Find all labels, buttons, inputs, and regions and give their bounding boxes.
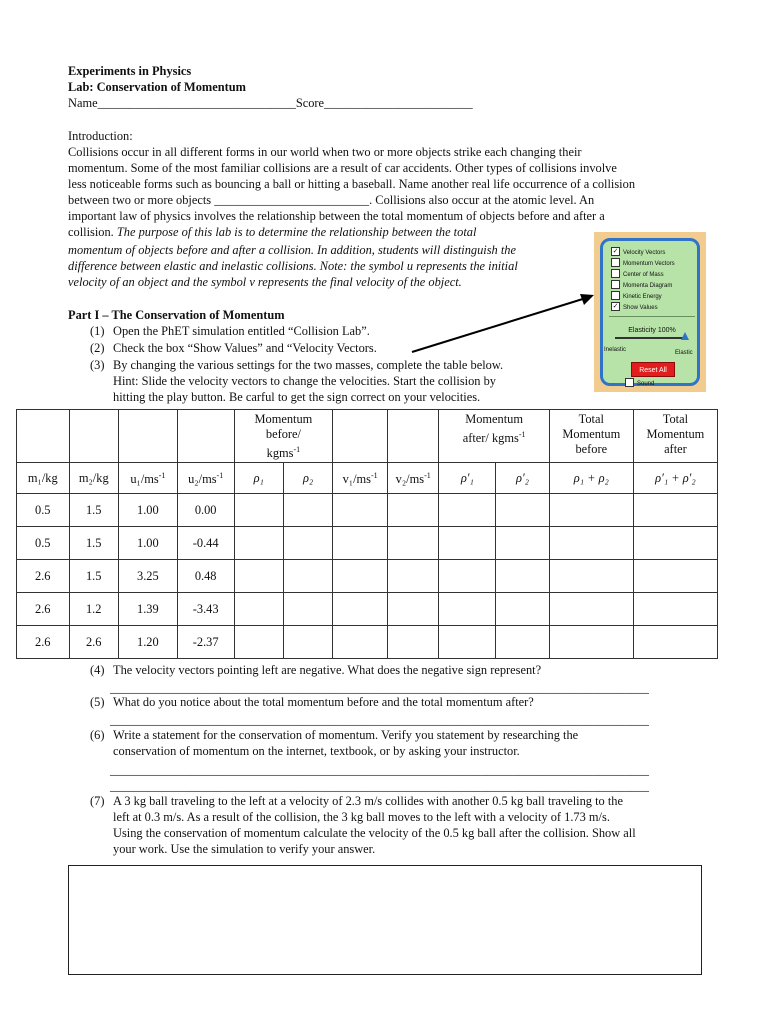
cell-empty[interactable] [387,527,438,560]
step-1-text: Open the PhET simulation entitled “Collision Lab”. [113,324,370,338]
panel-divider [609,316,695,317]
blank-header-cell [118,410,177,463]
option-sound: Sound [625,379,715,390]
total-momentum-after-header: Total Momentum after [633,410,717,463]
checkbox-checked-icon: ✓ [612,248,619,255]
intro-line-6 [68,224,476,240]
elasticity-slider-track [615,337,687,339]
cell-empty[interactable] [439,593,496,626]
q6-answer-line-2[interactable]: _______________________________________________________________________________________ [110,779,649,793]
table-row [17,626,718,659]
table-row [17,527,718,560]
col-u2: $u_2/ms^{-1}$ [177,463,234,494]
cell-empty[interactable] [333,560,388,593]
intro-italic-2: momentum of objects before and after a collision. In addition, students will distinguish the [68,243,516,257]
q5-num: (5) [90,695,105,709]
cell-u2: -3.43 [177,593,234,626]
cell-empty[interactable] [549,626,633,659]
checkbox-icon [611,269,620,278]
momentum-table [16,409,718,659]
elastic-label: Elastic [675,350,693,356]
cell-m2: 1.5 [69,494,118,527]
cell-m2: 1.5 [69,560,118,593]
blank-header-cell [333,410,388,463]
q4-answer-line[interactable]: _______________________________________________________________________________________ [110,681,649,695]
inelastic-label: Inelastic [604,347,627,353]
cell-empty[interactable] [283,527,332,560]
step-2-text: Check the box “Show Values” and “Velocity Vectors. [113,341,377,355]
col-m2: m₂/kg [69,463,118,494]
cell-u2: 0.00 [177,494,234,527]
cell-empty[interactable] [283,626,332,659]
q7-num: (7) [90,794,105,808]
cell-m1: 2.6 [17,560,70,593]
cell-empty[interactable] [234,626,283,659]
cell-empty[interactable] [387,593,438,626]
name-score-line: Name________________________________Score________________________ [68,96,473,110]
momentum-before-header: Momentum before/ kgms$^{-1}$ [234,410,333,463]
intro-line-5: important law of physics involves the relationship between the total momentum of objects before and after a [68,209,605,223]
checkbox-icon [611,280,620,289]
reset-all-button: Reset All [631,362,675,377]
step-3-hint-2: hitting the play button. Be carful to get the sign correct on your velocities. [113,390,481,404]
cell-empty[interactable] [549,494,633,527]
cell-empty[interactable] [234,560,283,593]
col-v2: $v_2/ms^{-1}$ [387,463,438,494]
col-m1: m₁/kg [17,463,70,494]
cell-m1: 2.6 [17,626,70,659]
intro-line-1: Collisions occur in all different forms in our world when two or more objects strike each changing their [68,145,582,159]
checkbox-checked-icon: ✓ [612,303,619,310]
cell-u2: 0.48 [177,560,234,593]
q7-line-1: A 3 kg ball traveling to the left at a velocity of 2.3 m/s collides with another 0.5 kg ball traveling to the [113,794,623,808]
cell-empty[interactable] [633,560,717,593]
q6-line-2: conservation of momentum on the internet, textbook, or by asking your instructor. [113,744,520,758]
q5-text: What do you notice about the total momentum before and the total momentum after? [113,695,534,709]
step-2-num: (2) [90,341,105,355]
checkbox-icon [611,291,620,300]
part1-heading: Part I – The Conservation of Momentum [68,308,285,322]
step-3-hint-1: Hint: Slide the velocity vectors to change the velocities. Start the collision by [113,374,496,388]
intro-heading: Introduction: [68,129,133,143]
elasticity-slider-thumb-icon [681,332,689,340]
intro-line-4: between two or more objects _________________________. Collisions also occur at the atomic level. An [68,193,595,207]
step-3-text: By changing the various settings for the two masses, complete the table below. [113,358,504,372]
cell-empty[interactable] [387,494,438,527]
cell-empty[interactable] [496,560,550,593]
pointer-arrow [400,290,600,360]
blank-header-cell [387,410,438,463]
col-p1-after: ρ′₁ [439,463,496,494]
cell-empty[interactable] [333,494,388,527]
cell-empty[interactable] [496,626,550,659]
intro-line-3: less noticeable forms such as bouncing a ball or hitting a baseball. Name another real life occurrence of a collision [68,177,636,191]
cell-empty[interactable] [283,593,332,626]
cell-empty[interactable] [633,626,717,659]
step-1-num: (1) [90,324,105,338]
q7-work-box[interactable] [68,865,702,975]
intro-collision-word: collision. [68,225,114,239]
cell-empty[interactable] [549,527,633,560]
col-p2: ρ₂ [283,463,332,494]
cell-empty[interactable] [234,527,283,560]
checkbox-icon [611,258,620,267]
q6-answer-line-1[interactable]: _______________________________________________________________________________________ [110,763,649,777]
option-velocity-vectors: ✓ Velocity Vectors [612,248,666,257]
total-momentum-before-header: Total Momentum before [549,410,633,463]
table-row [17,560,718,593]
intro-italic-4: velocity of an object and the symbol v represents the final velocity of the object. [68,275,462,289]
col-sum-after: ρ′₁ + ρ′₂ [633,463,717,494]
cell-empty[interactable] [283,494,332,527]
cell-empty[interactable] [549,560,633,593]
cell-empty[interactable] [496,494,550,527]
table-row [17,494,718,527]
q5-answer-line[interactable]: _______________________________________________________________________________________ [110,713,649,727]
cell-empty[interactable] [633,494,717,527]
option-show-values: ✓ Show Values [612,303,658,312]
intro-line-2: momentum. Some of the most familiar collisions are a result of car accidents. Other types of collisions involve [68,161,617,175]
cell-empty[interactable] [439,527,496,560]
lab-title: Lab: Conservation of Momentum [68,80,246,94]
cell-u2: -2.37 [177,626,234,659]
q4-num: (4) [90,663,105,677]
blank-header-cell [17,410,70,463]
blank-header-cell [177,410,234,463]
cell-u1: 1.00 [118,494,177,527]
cell-m1: 0.5 [17,527,70,560]
momentum-after-header: Momentum after/ kgms$^{-1}$ [439,410,549,463]
col-p2-after: ρ′₂ [496,463,550,494]
cell-u1: 1.20 [118,626,177,659]
cell-m2: 2.6 [69,626,118,659]
cell-empty[interactable] [496,527,550,560]
cell-u1: 1.00 [118,527,177,560]
cell-empty[interactable] [333,593,388,626]
cell-empty[interactable] [549,593,633,626]
cell-empty[interactable] [234,494,283,527]
cell-empty[interactable] [234,593,283,626]
col-sum-before: ρ₁ + ρ₂ [549,463,633,494]
q7-line-4: your work. Use the simulation to verify your answer. [113,842,376,856]
cell-empty[interactable] [387,560,438,593]
q7-line-3: Using the conservation of momentum calculate the velocity of the 0.5 kg ball after the collision. Show all [113,826,636,840]
intro-italic-3: difference between elastic and inelastic collisions. Note: the symbol u represents the initial [68,259,518,273]
cell-empty[interactable] [333,626,388,659]
col-v1: $v_1/ms^{-1}$ [333,463,388,494]
cell-m1: 2.6 [17,593,70,626]
cell-u2: -0.44 [177,527,234,560]
blank-header-cell [69,410,118,463]
cell-empty[interactable] [496,593,550,626]
option-momenta-diagram: Momenta Diagram [611,281,701,292]
elasticity-label: Elasticity 100% [628,327,676,334]
cell-empty[interactable] [439,494,496,527]
cell-empty[interactable] [633,593,717,626]
phet-panel-frame [600,238,700,386]
cell-empty[interactable] [439,560,496,593]
cell-empty[interactable] [387,626,438,659]
cell-m2: 1.2 [69,593,118,626]
q7-line-2: left at 0.3 m/s. As a result of the collision, the 3 kg ball moves to the left with a velocity of 1.73 m/s. [113,810,610,824]
cell-u1: 3.25 [118,560,177,593]
cell-empty[interactable] [439,626,496,659]
col-u1: $u_1/ms^{-1}$ [118,463,177,494]
col-p1: ρ₁ [234,463,283,494]
intro-italic-1: The purpose of this lab is to determine the relationship between the total [113,225,477,239]
q6-line-1: Write a statement for the conservation of momentum. Verify you statement by researching the [113,728,579,742]
step-3-num: (3) [90,358,105,372]
cell-empty[interactable] [283,560,332,593]
cell-u1: 1.39 [118,593,177,626]
option-kinetic-energy: Kinetic Energy [611,292,701,303]
table-row [17,593,718,626]
checkbox-icon [625,378,634,387]
cell-empty[interactable] [633,527,717,560]
option-momentum-vectors: Momentum Vectors [611,259,701,270]
cell-empty[interactable] [333,527,388,560]
option-center-of-mass: Center of Mass [611,270,701,281]
q6-num: (6) [90,728,105,742]
q4-text: The velocity vectors pointing left are negative. What does the negative sign represent? [113,663,542,677]
course-title: Experiments in Physics [68,64,192,78]
cell-m1: 0.5 [17,494,70,527]
phet-control-panel [594,232,706,392]
cell-m2: 1.5 [69,527,118,560]
